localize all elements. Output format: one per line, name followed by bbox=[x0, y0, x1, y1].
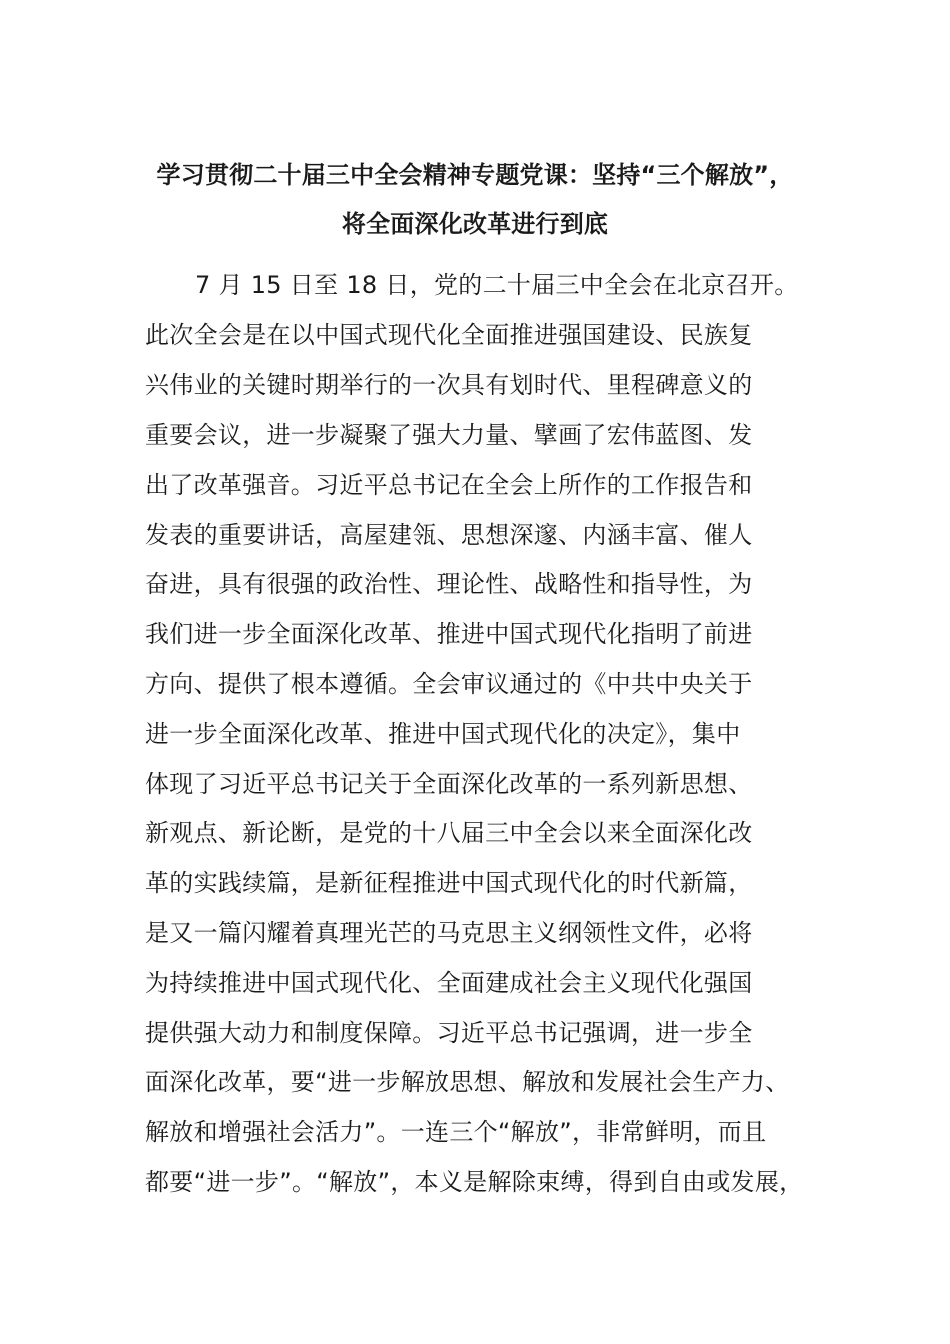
document-title-line-2: 将全面深化改革进行到底 bbox=[341, 210, 609, 238]
paragraph-line: 发表的重要讲话，高屋建瓴、思想深邃、内涵丰富、催人 bbox=[145, 521, 753, 549]
paragraph-line: 都要“进一步”。“解放”，本义是解除束缚，得到自由或发展， bbox=[145, 1168, 804, 1196]
paragraph-line: 新观点、新论断，是党的十八届三中全会以来全面深化改 bbox=[145, 819, 753, 847]
paragraph-line: 体现了习近平总书记关于全面深化改革的一系列新思想、 bbox=[145, 770, 753, 798]
paragraph-line: 革的实践续篇，是新征程推进中国式现代化的时代新篇， bbox=[145, 869, 753, 897]
paragraph-line: 重要会议，进一步凝聚了强大力量、擘画了宏伟蓝图、发 bbox=[145, 421, 753, 449]
paragraph-line: 面深化改革，要“进一步解放思想、解放和发展社会生产力、 bbox=[145, 1068, 790, 1096]
paragraph-line: 我们进一步全面深化改革、推进中国式现代化指明了前进 bbox=[145, 620, 753, 648]
paragraph-line: 此次全会是在以中国式现代化全面推进强国建设、民族复 bbox=[145, 321, 753, 349]
paragraph-line: 是又一篇闪耀着真理光芒的马克思主义纲领性文件，必将 bbox=[145, 919, 753, 947]
paragraph-line: 奋进，具有很强的政治性、理论性、战略性和指导性，为 bbox=[145, 570, 753, 598]
paragraph-line: 方向、提供了根本遵循。全会审议通过的《中共中央关于 bbox=[145, 670, 753, 698]
paragraph-line: 进一步全面深化改革、推进中国式现代化的决定》，集中 bbox=[145, 720, 741, 748]
paragraph-line: 出了改革强音。习近平总书记在全会上所作的工作报告和 bbox=[145, 471, 753, 499]
document-title-line-1: 学习贯彻二十届三中全会精神专题党课：坚持“三个解放”， bbox=[156, 161, 794, 189]
paragraph-line: 提供强大动力和制度保障。习近平总书记强调，进一步全 bbox=[145, 1019, 753, 1047]
paragraph-line: 为持续推进中国式现代化、全面建成社会主义现代化强国 bbox=[145, 969, 753, 997]
paragraph-line: 解放和增强社会活力”。一连三个“解放”，非常鲜明，而且 bbox=[145, 1118, 767, 1146]
paragraph-line: 7 月 15 日至 18 日，党的二十届三中全会在北京召开。 bbox=[195, 271, 799, 299]
paragraph-line: 兴伟业的关键时期举行的一次具有划时代、里程碑意义的 bbox=[145, 371, 753, 399]
